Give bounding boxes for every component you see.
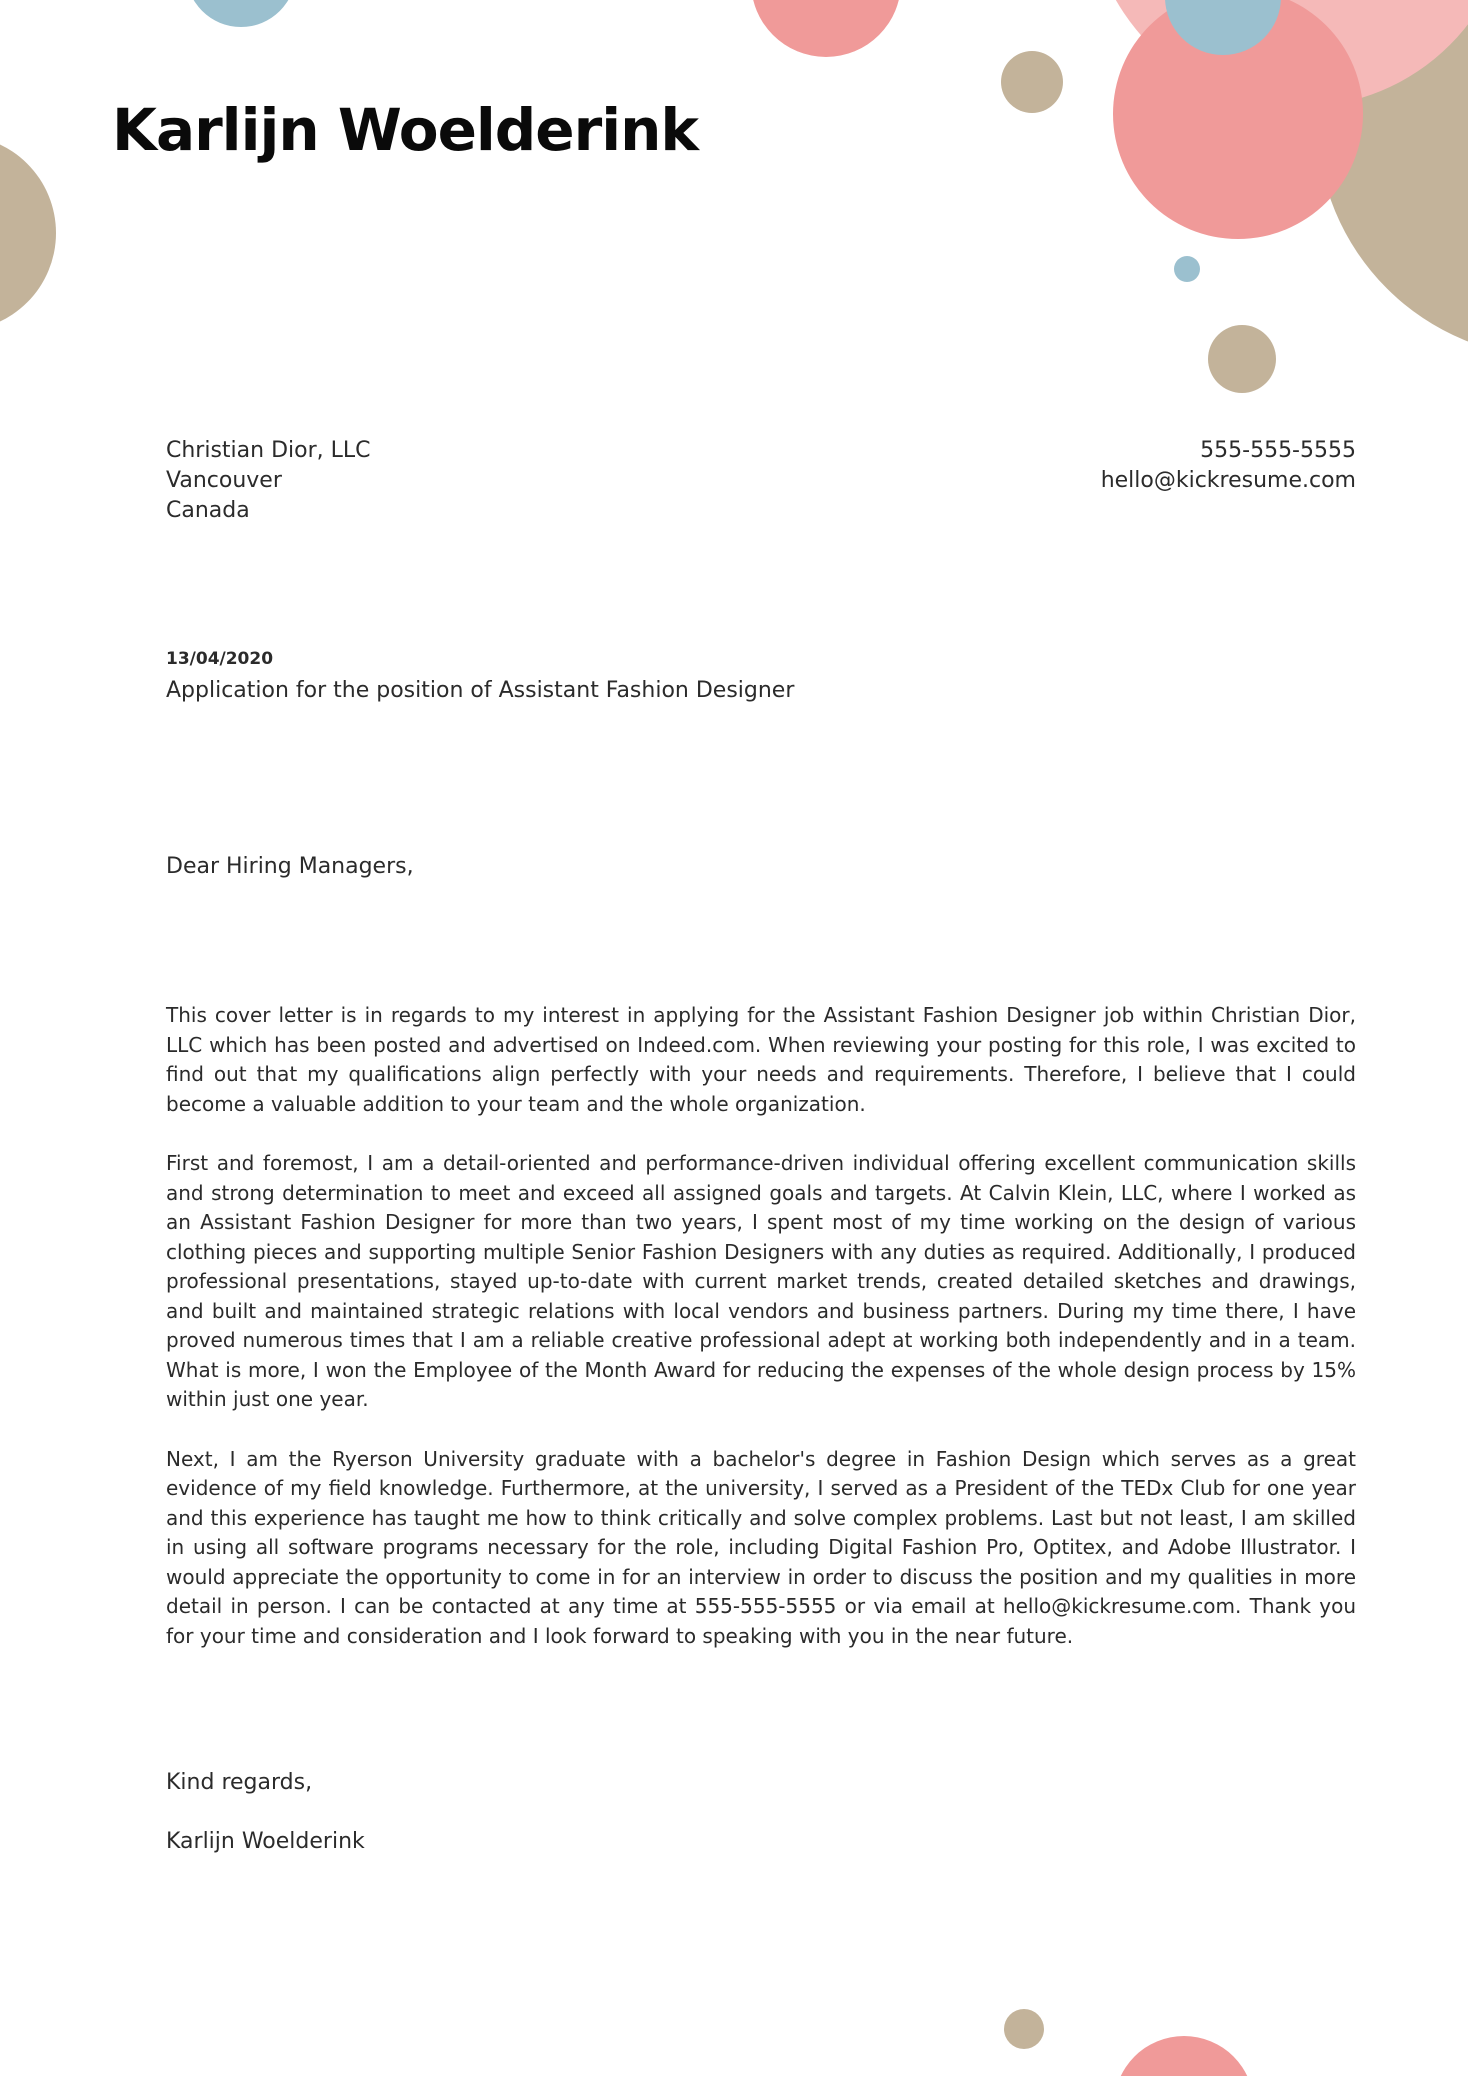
circle-blue-top-right	[1165, 0, 1281, 55]
closing: Kind regards,	[166, 1770, 313, 1795]
body-paragraph-3: Next, I am the Ryerson University graduate with a bachelor's degree in Fashion Design which serves as a great evidence of my field knowledge. Furthermore, at the university, I served as a President of the TEDx Club for one year and this experience has taught me how to think critically and solve complex problems. Last but not least, I am skilled in using all software programs necessary for the role, including Digital Fashion Pro, Optitex, and Adobe Illustrator. I would appreciate the opportunity to come in for an interview in order to discuss the position and my qualities in more detail in person. I can be contacted at any time at 555-555-5555 or via email at hello@kickresume.com. Thank you for your time and consideration and I look forward to speaking with you in the near future.	[166, 1446, 1356, 1648]
author-name: Karlijn Woelderink	[112, 96, 698, 164]
sender-phone: 555-555-5555	[1200, 438, 1356, 463]
circle-light-pink-right	[1088, 0, 1468, 107]
circle-tan-small-top	[1001, 51, 1063, 113]
recipient-city: Vancouver	[166, 468, 282, 493]
letter-body	[166, 1001, 1356, 1681]
circle-tan-left	[0, 135, 56, 331]
recipient-address	[166, 436, 371, 526]
circle-pink-large-right	[1113, 0, 1363, 239]
signature-name: Karlijn Woelderink	[166, 1829, 365, 1854]
circle-pink-bottom	[1114, 2036, 1254, 2076]
body-paragraph-2: First and foremost, I am a detail-oriented and performance-driven individual offering excellent communication skills and strong determination to meet and exceed all assigned goals and targets. At Calvin Klein, LLC, where I worked as an Assistant Fashion Designer for more than two years, I spent most of my time working on the design of various clothing pieces and supporting multiple Senior Fashion Designers with any duties as required. Additionally, I produced professional presentations, stayed up-to-date with current market trends, created detailed sketches and drawings, and built and maintained strategic relations with local vendors and business partners. During my time there, I have proved numerous times that I am a reliable creative professional adept at working both independently and in a team. What is more, I won the Employee of the Month Award for reducing the expenses of the whole design process by 15% within just one year.	[166, 1151, 1356, 1411]
circle-tan-medium-right	[1208, 325, 1276, 393]
sender-email: hello@kickresume.com	[1100, 468, 1356, 493]
circle-tan-large-right	[1317, 0, 1468, 358]
sender-contact	[1101, 436, 1356, 496]
recipient-company: Christian Dior, LLC	[166, 438, 371, 463]
circle-pink-top	[751, 0, 901, 57]
circle-blue-top-left	[186, 0, 296, 27]
letter-date: 13/04/2020	[166, 649, 274, 669]
letter-subject: Application for the position of Assistant Fashion Designer	[166, 678, 795, 703]
salutation: Dear Hiring Managers,	[166, 854, 414, 879]
circle-blue-tiny	[1174, 256, 1200, 282]
circle-tan-bottom	[1004, 2009, 1044, 2049]
body-paragraph-1: This cover letter is in regards to my interest in applying for the Assistant Fashion Designer job within Christian Dior, LLC which has been posted and advertised on Indeed.com. When reviewing your posting for this role, I was excited to find out that my qualifications align perfectly with your needs and requirements. Therefore, I believe that I could become a valuable addition to your team and the whole organization.	[166, 1003, 1356, 1116]
recipient-country: Canada	[166, 498, 250, 523]
